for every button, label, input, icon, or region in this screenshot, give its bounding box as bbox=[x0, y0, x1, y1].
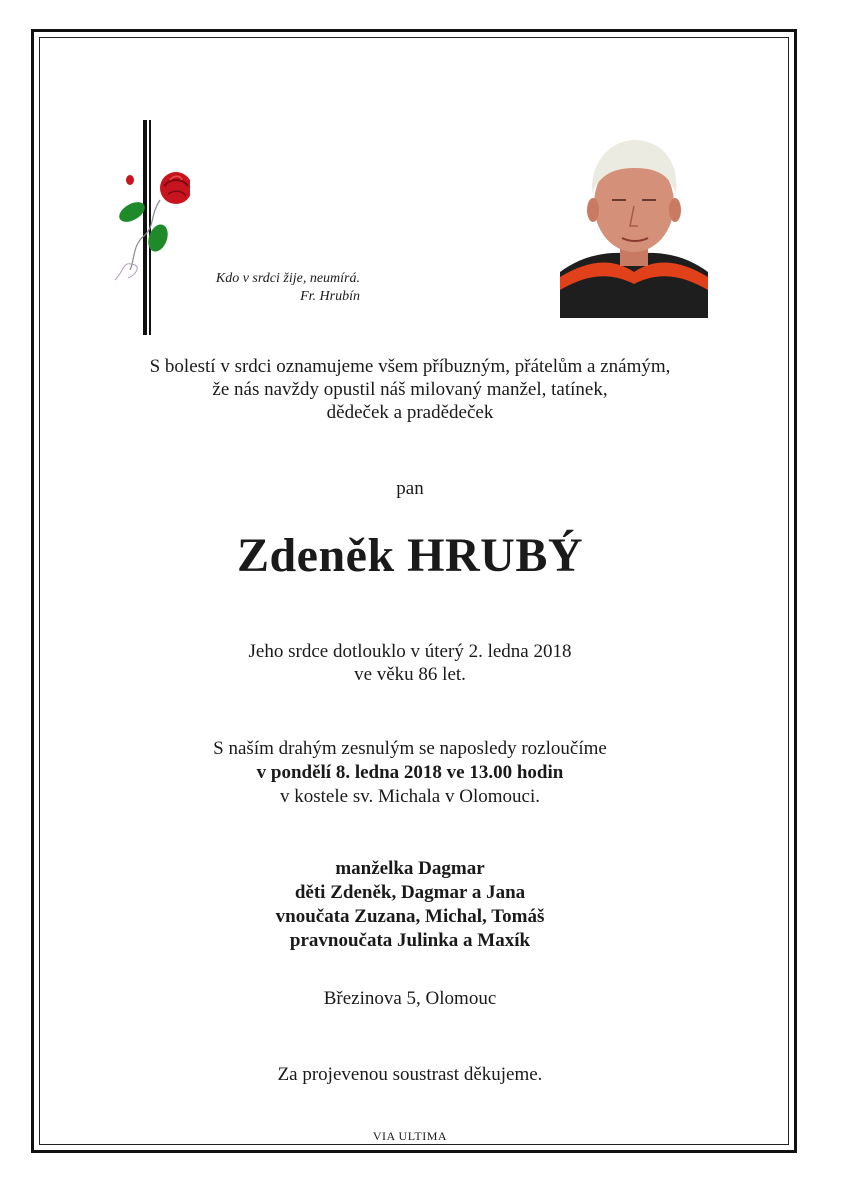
intro-line: že nás navždy opustil náš milovaný manžel, tatínek, bbox=[212, 379, 608, 400]
death-details bbox=[60, 640, 760, 686]
thanks-note: Za projevenou soustrast děkujeme. bbox=[277, 1064, 543, 1085]
cross-with-rose-icon bbox=[110, 120, 190, 335]
deceased-name: Zdeněk HRUBÝ bbox=[236, 529, 584, 582]
family-member-line: manželka Dagmar bbox=[335, 858, 485, 879]
salutation: pan bbox=[396, 478, 424, 499]
announcement-intro bbox=[60, 355, 760, 424]
family-member-line: pravnoučata Julinka a Maxík bbox=[289, 930, 531, 951]
death-age-line: ve věku 86 let. bbox=[354, 664, 466, 685]
funeral-datetime-line: v pondělí 8. ledna 2018 ve 13.00 hodin bbox=[256, 762, 564, 783]
death-date-line: Jeho srdce dotlouklo v úterý 2. ledna 2018 bbox=[248, 641, 572, 662]
quote-text: Kdo v srdci žije, neumírá. bbox=[215, 271, 360, 286]
funeral-agency: VIA ULTIMA bbox=[372, 1129, 448, 1143]
funeral-intro-line: S naším drahým zesnulým se naposledy rozloučíme bbox=[213, 738, 607, 759]
intro-line: dědeček a pradědeček bbox=[326, 402, 494, 423]
memorial-quote bbox=[180, 270, 360, 306]
funeral-details bbox=[60, 737, 760, 809]
family-list bbox=[60, 857, 760, 953]
family-member-line: vnoučata Zuzana, Michal, Tomáš bbox=[275, 906, 545, 927]
funeral-place-line: v kostele sv. Michala v Olomouci. bbox=[280, 786, 540, 807]
intro-line: S bolestí v srdci oznamujeme všem příbuzným, přátelům a známým, bbox=[149, 356, 671, 377]
quote-author: Fr. Hrubín bbox=[300, 289, 360, 304]
family-address: Březinova 5, Olomouc bbox=[323, 988, 497, 1009]
family-member-line: děti Zdeněk, Dagmar a Jana bbox=[294, 882, 526, 903]
portrait-photo bbox=[560, 122, 708, 318]
